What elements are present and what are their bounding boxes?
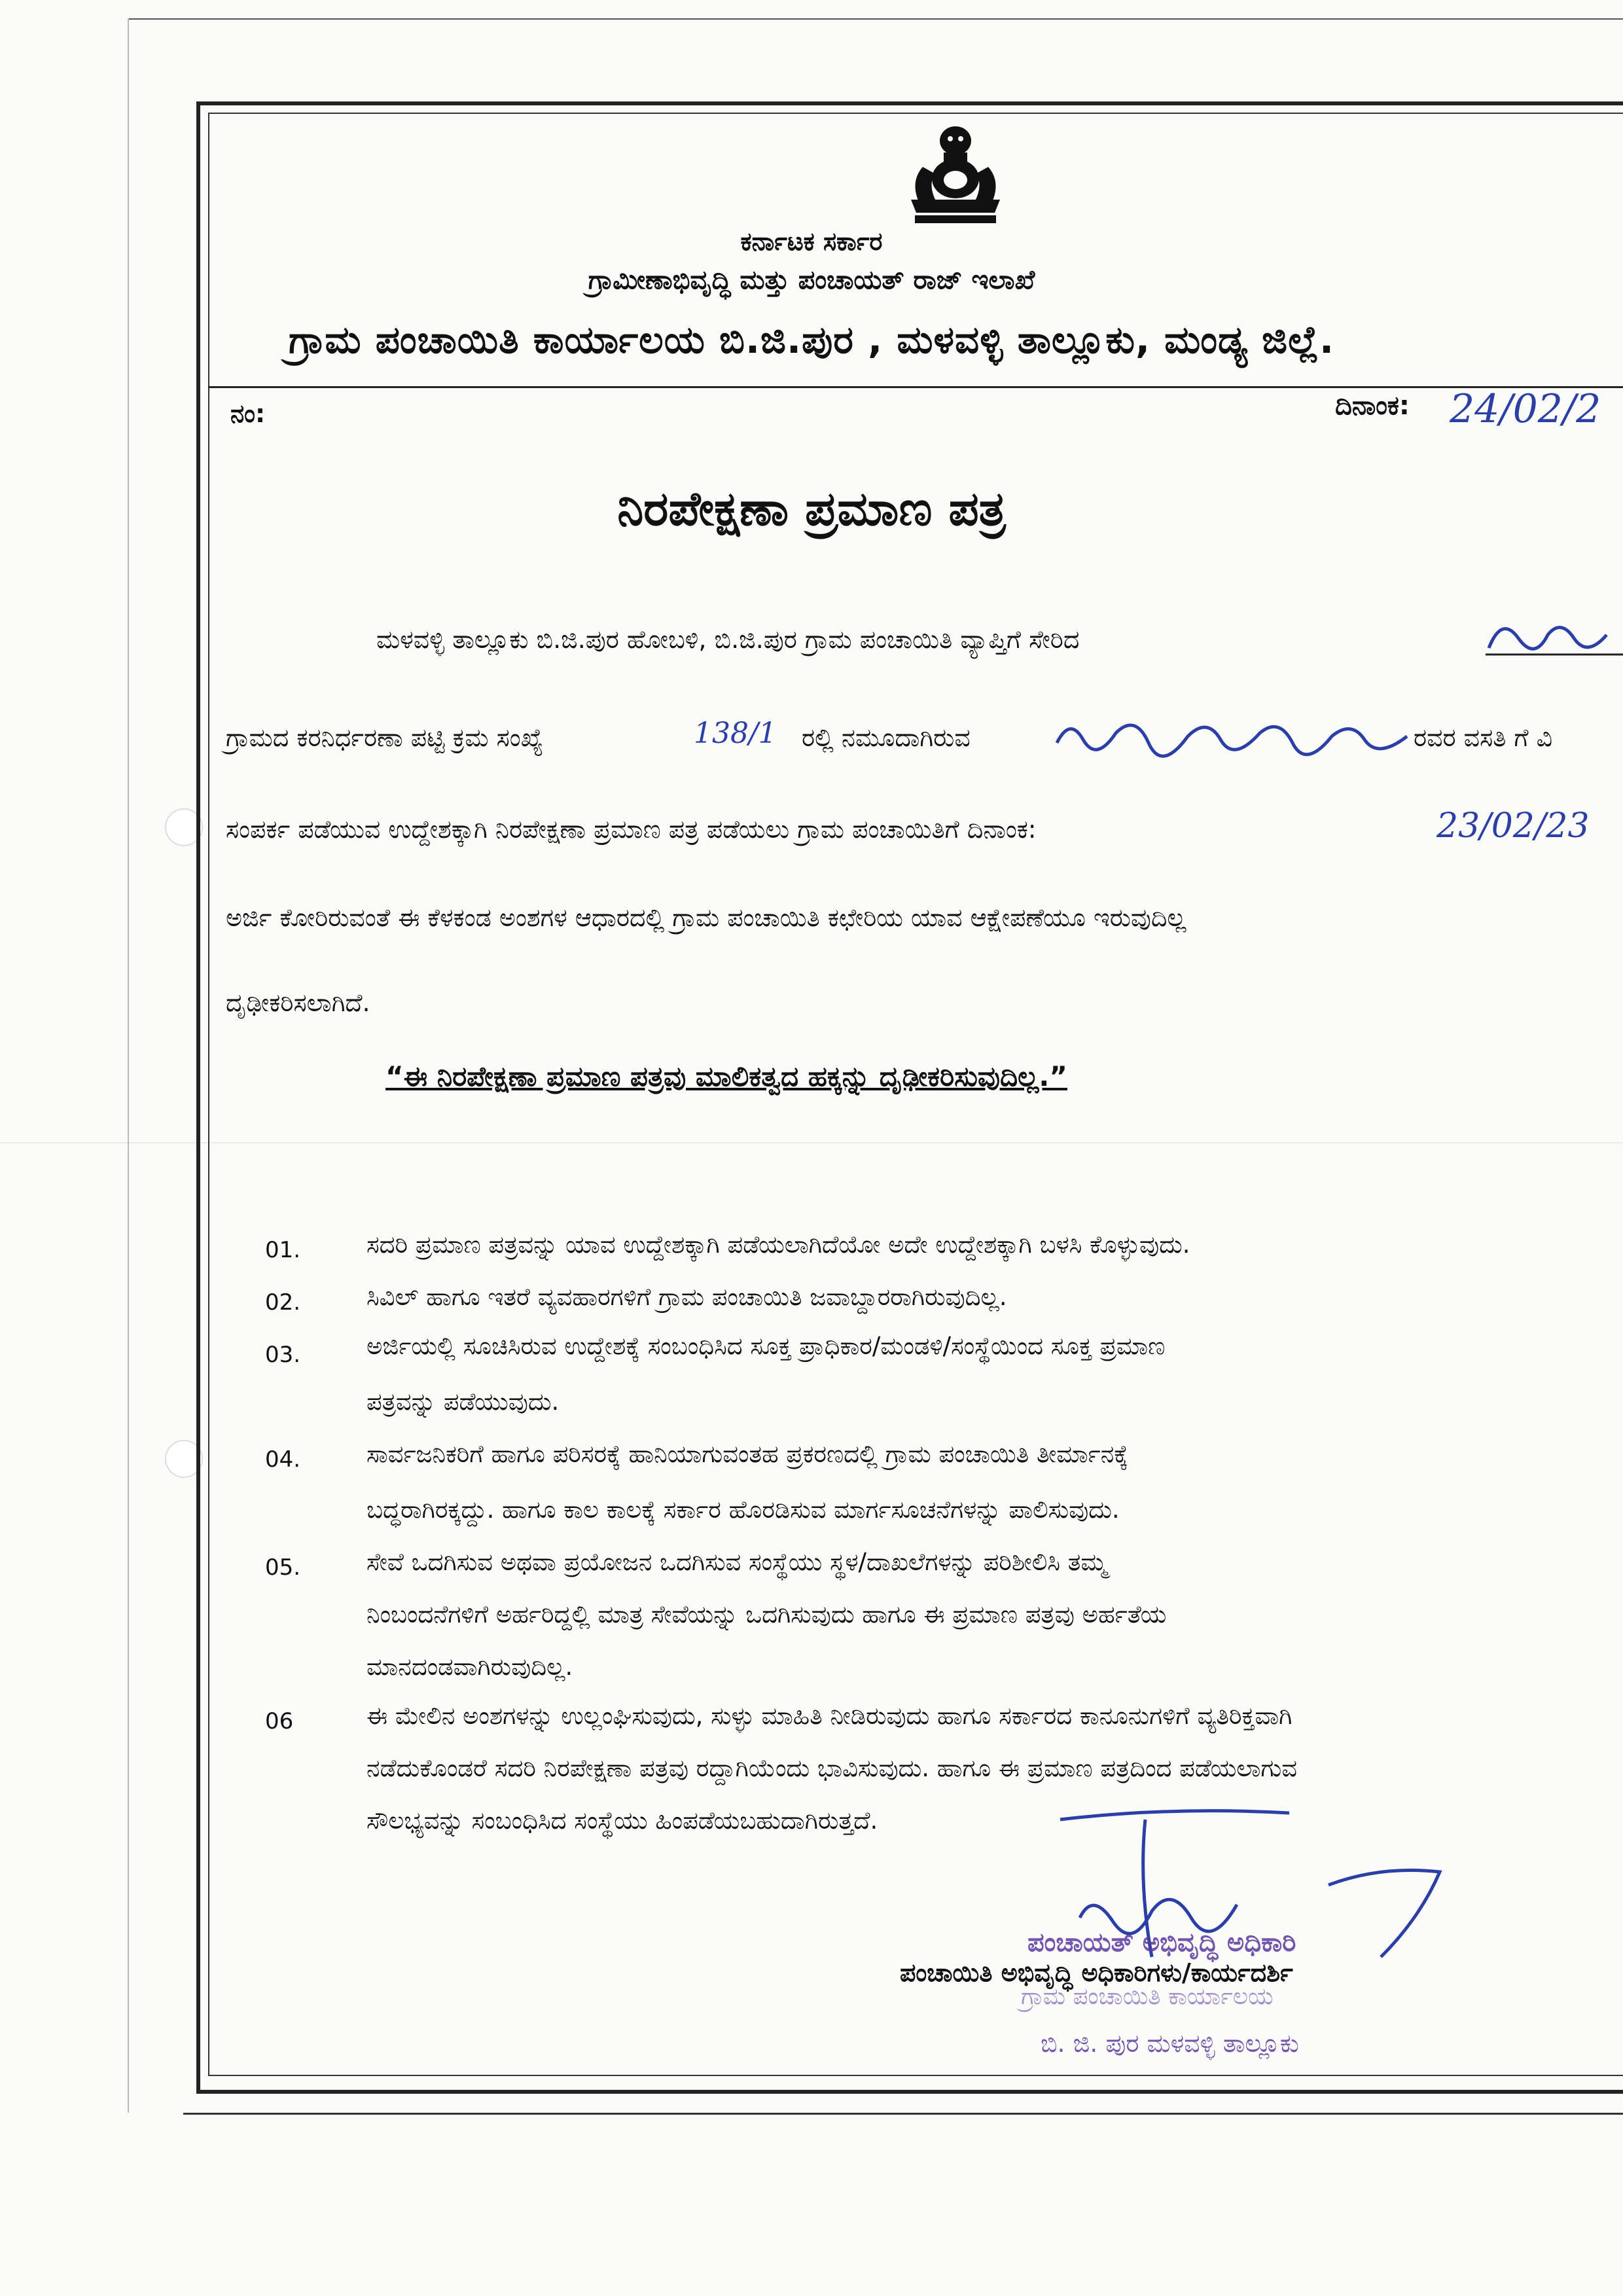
handwritten-village-name: [1482, 609, 1623, 661]
body-line-3a: ಸಂಪರ್ಕ ಪಡೆಯುವ ಉದ್ದೇಶಕ್ಕಾಗಿ ನಿರಪೇಕ್ಷಣಾ ಪ್ರಮಾಣ ಪತ್ರ ಪಡೆಯಲು ಗ್ರಾಮ ಪಂಚಾಯಿತಿಗೆ ದಿನಾಂಕ:: [226, 815, 1037, 844]
condition-number: 02.: [265, 1289, 301, 1316]
stamp-line-3: ಬಿ. ಜಿ. ಪುರ ಮಳವಳ್ಳಿ ತಾಲ್ಲೂಕು: [1041, 2029, 1299, 2058]
condition-number: 04.: [265, 1446, 301, 1473]
disclaimer-quote: “ಈ ನಿರಪೇಕ್ಷಣಾ ಪ್ರಮಾಣ ಪತ್ರವು ಮಾಲಿಕತ್ವದ ಹಕ್ಕನ್ನು ದೃಢೀಕರಿಸುವುದಿಲ್ಲ.”: [385, 1060, 1067, 1092]
body-line-2c: ರವರ ವಸತಿ ಗೆ ವಿ: [1414, 723, 1553, 752]
handwritten-applicant-name: [1050, 710, 1414, 762]
handwritten-application-date: 23/02/23: [1436, 806, 1590, 846]
body-line-4: ಅರ್ಜಿ ಕೋರಿರುವಂತೆ ಈ ಕೆಳಕಂಡ ಅಂಶಗಳ ಆಧಾರದಲ್ಲಿ ಗ್ರಾಮ ಪಂಚಾಯಿತಿ ಕಛೇರಿಯ ಯಾವ ಆಕ್ಷೇಪಣೆಯೂ ಇರುವುದಿಲ್ಲ: [226, 903, 1186, 932]
handwritten-serial-number: 138/1: [694, 717, 777, 750]
date-label: ದಿನಾಂಕ:: [1335, 391, 1410, 421]
header-divider: [208, 386, 1623, 388]
condition-line: ಸಿವಿಲ್ ಹಾಗೂ ಇತರೆ ವ್ಯವಹಾರಗಳಿಗೆ ಗ್ರಾಮ ಪಂಚಾಯಿತಿ ಜವಾಬ್ದಾರರಾಗಿರುವುದಿಲ್ಲ.: [366, 1283, 1007, 1311]
condition-number: 03.: [265, 1342, 301, 1368]
body-line-5: ದೃಢೀಕರಿಸಲಾಗಿದೆ.: [226, 988, 370, 1017]
document-title: ನಿರಪೇಕ್ಷಣಾ ಪ್ರಮಾಣ ಪತ್ರ: [617, 481, 1006, 536]
condition-line: ಅರ್ಜಿಯಲ್ಲಿ ಸೂಚಿಸಿರುವ ಉದ್ದೇಶಕ್ಕೆ ಸಂಬಂಧಿಸಿದ ಸೂಕ್ತ ಪ್ರಾಧಿಕಾರ/ಮಂಡಳಿ/ಸಂಸ್ಥೆಯಿಂದ ಸೂಕ್ತ ಪ್ರಮಾಣ: [366, 1332, 1166, 1360]
condition-line: ನಡೆದುಕೊಂಡರೆ ಸದರಿ ನಿರಪೇಕ್ಷಣಾ ಪತ್ರವು ರದ್ದಾಗಿಯೆಂದು ಭಾವಿಸುವುದು. ಹಾಗೂ ಈ ಪ್ರಮಾಣ ಪತ್ರದಿಂದ ಪಡೆಯಲಾಗುವ: [366, 1754, 1297, 1782]
condition-line: ಪತ್ರವನ್ನು ಪಡೆಯುವುದು.: [366, 1388, 560, 1416]
condition-number: 05.: [265, 1554, 301, 1581]
body-line-2a: ಗ್ರಾಮದ ಕರನಿರ್ಧರಣಾ ಪಟ್ಟಿ ಕ್ರಮ ಸಂಖ್ಯೆ: [226, 723, 544, 752]
condition-line: ನಿಂಬಂದನೆಗಳಿಗೆ ಅರ್ಹರಿದ್ದಲ್ಲಿ ಮಾತ್ರ ಸೇವೆಯನ್ನು ಒದಗಿಸುವುದು ಹಾಗೂ ಈ ಪ್ರಮಾಣ ಪತ್ರವು ಅರ್ಹತೆಯ: [366, 1600, 1167, 1628]
condition-line: ಬದ್ಧರಾಗಿರಕ್ಕದ್ದು. ಹಾಗೂ ಕಾಲ ಕಾಲಕ್ಕೆ ಸರ್ಕಾರ ಹೊರಡಿಸುವ ಮಾರ್ಗಸೂಚನೆಗಳನ್ನು ಪಾಲಿಸುವುದು.: [366, 1496, 1120, 1524]
number-label: ನಂ:: [230, 399, 266, 428]
condition-line: ಸೌಲಭ್ಯವನ್ನು ಸಂಬಂಧಿಸಿದ ಸಂಸ್ಥೆಯು ಹಿಂಪಡೆಯಬಹುದಾಗಿರುತ್ತದೆ.: [366, 1806, 878, 1835]
scan-top-edge: [128, 18, 1623, 20]
condition-line: ಸಾರ್ವಜನಿಕರಿಗೆ ಹಾಗೂ ಪರಿಸರಕ್ಕೆ ಹಾನಿಯಾಗುವಂತಹ ಪ್ರಕರಣದಲ್ಲಿ ಗ್ರಾಮ ಪಂಚಾಯಿತಿ ತೀರ್ಮಾನಕ್ಕೆ: [366, 1440, 1128, 1468]
condition-line: ಸದರಿ ಪ್ರಮಾಣ ಪತ್ರವನ್ನು ಯಾವ ಉದ್ದೇಶಕ್ಕಾಗಿ ಪಡೆಯಲಾಗಿದೆಯೋ ಅದೇ ಉದ್ದೇಶಕ್ಕಾಗಿ ಬಳಸಿ ಕೊಳ್ಳುವುದು.: [366, 1230, 1190, 1259]
office-name: ಗ್ರಾಮ ಪಂಚಾಯಿತಿ ಕಾರ್ಯಾಲಯ ಬಿ.ಜಿ.ಪುರ , ಮಳವಳ್ಳಿ ತಾಲ್ಲೂಕು, ಮಂಡ್ಯ ಜಿಲ್ಲೆ.: [288, 317, 1334, 362]
department-name: ಗ್ರಾಮೀಣಾಭಿವೃದ್ಧಿ ಮತ್ತು ಪಂಚಾಯತ್ ರಾಜ್ ಇಲಾಖೆ: [588, 265, 1035, 295]
karnataka-emblem-icon: [897, 121, 1014, 229]
scan-bottom-edge: [183, 2113, 1623, 2115]
body-line-1: ಮಳವಳ್ಳಿ ತಾಲ್ಲೂಕು ಬಿ.ಜಿ.ಪುರ ಹೋಬಳಿ, ಬಿ.ಜಿ.ಪುರ ಗ್ರಾಮ ಪಂಚಾಯಿತಿ ವ್ಯಾಪ್ತಿಗೆ ಸೇರಿದ: [376, 625, 1080, 654]
condition-line: ಮಾನದಂಡವಾಗಿರುವುದಿಲ್ಲ.: [366, 1653, 573, 1681]
signatory-title: ಪಂಚಾಯಿತಿ ಅಭಿವೃದ್ಧಿ ಅಧಿಕಾರಿಗಳು/ಕಾರ್ಯದರ್ಶಿ: [900, 1958, 1293, 1987]
body-line-2b: ರಲ್ಲಿ ನಮೂದಾಗಿರುವ: [802, 723, 971, 752]
condition-number: 06: [265, 1708, 294, 1734]
stamp-line-2: ಗ್ರಾಮ ಪಂಚಾಯಿತಿ ಕಾರ್ಯಾಲಯ: [1021, 1983, 1274, 2010]
condition-line: ಸೇವೆ ಒದಗಿಸುವ ಅಥವಾ ಪ್ರಯೋಜನ ಒದಗಿಸುವ ಸಂಸ್ಥೆಯು ಸ್ಥಳ/ದಾಖಲೆಗಳನ್ನು ಪರಿಶೀಲಿಸಿ ತಮ್ಮ: [366, 1548, 1107, 1576]
condition-number: 01.: [265, 1237, 301, 1263]
government-name: ಕರ್ನಾಟಕ ಸರ್ಕಾರ: [740, 227, 883, 256]
date-value: 24/02/2: [1450, 386, 1601, 432]
condition-line: ಈ ಮೇಲಿನ ಅಂಶಗಳನ್ನು ಉಲ್ಲಂಘಿಸುವುದು, ಸುಳ್ಳು ಮಾಹಿತಿ ನೀಡಿರುವುದು ಹಾಗೂ ಸರ್ಕಾರದ ಕಾನೂನುಗಳಿಗೆ ವ್ಯತಿರಿಕ್ತವಾಗಿ: [366, 1702, 1293, 1730]
stamp-line-1: ಪಂಚಾಯತ್ ಅಭಿವೃದ್ಧಿ ಅಧಿಕಾರಿ: [1027, 1928, 1296, 1958]
